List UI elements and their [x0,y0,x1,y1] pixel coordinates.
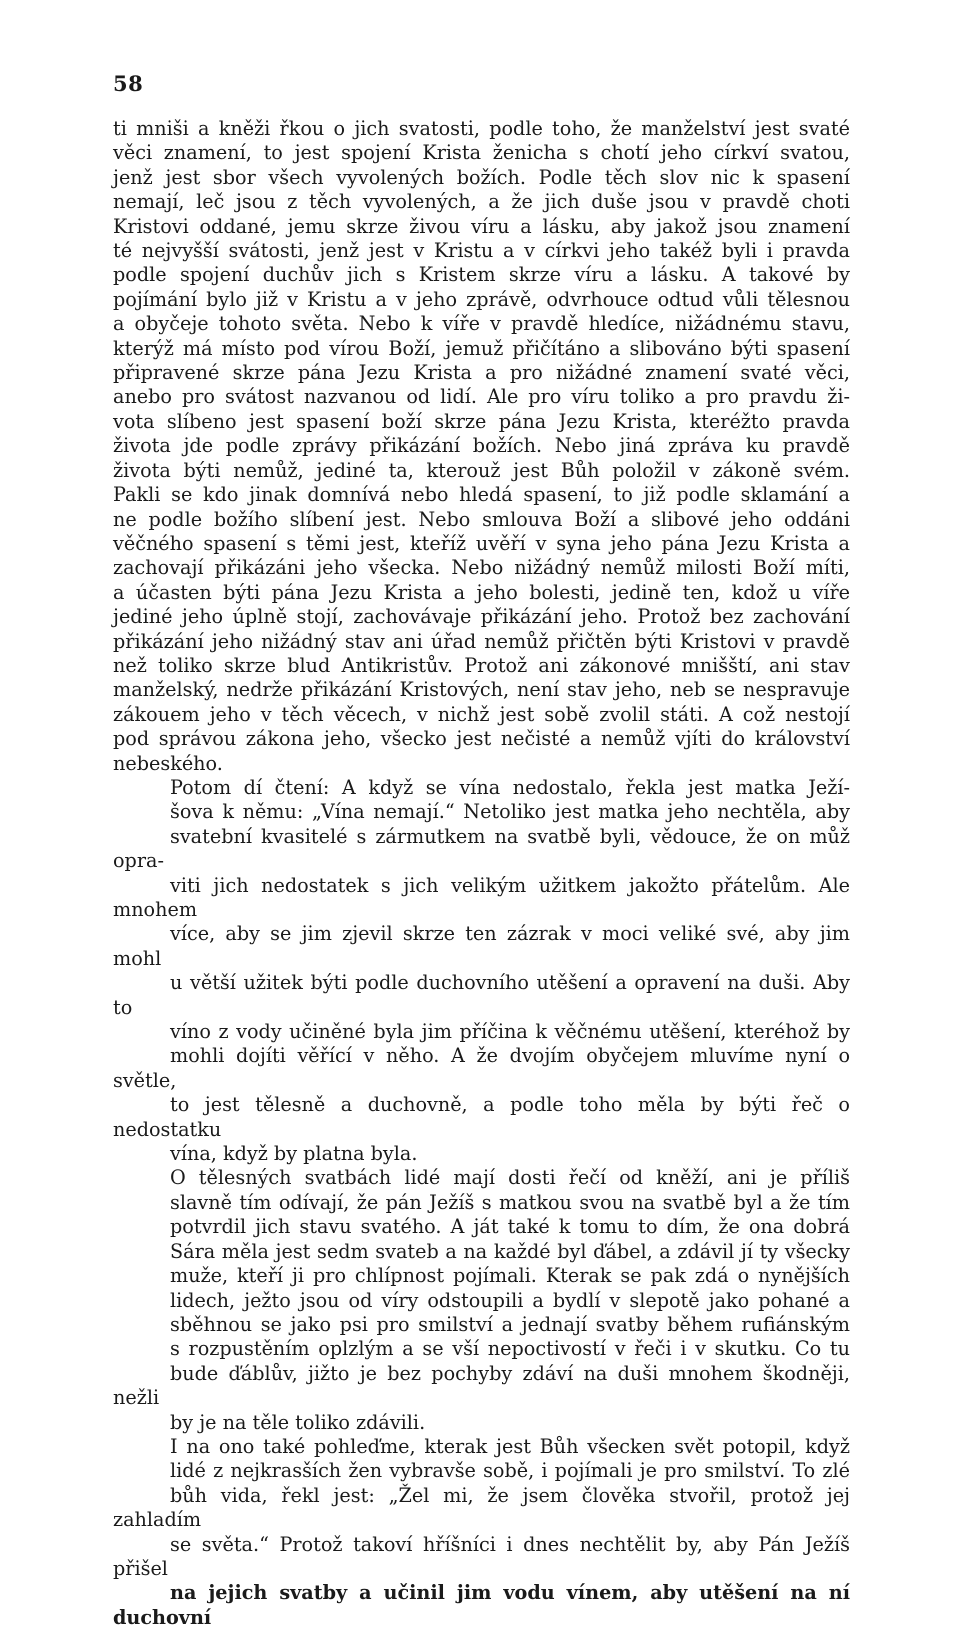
text-line: vota slíbeno jest spasení boží skrze pána Jezu Krista, kteréžto pravda [113,409,850,433]
text-line: ti mniši a kněži řkou o jich svatosti, podle toho, že manželství jest svaté [113,117,850,140]
text-line: O tělesných svatbách lidé mají dosti řečí od kněží, ani je příliš [170,1166,850,1190]
text-line: Kristovi oddané, jemu skrze živou víru a lásku, aby jakož jsou znamení [113,214,850,238]
text-line: bude ďáblův, jižto je bez pochyby zdáví na duši mnohem škodněji, nežli [113,1361,850,1410]
text-line: svatební kvasitelé s zármutkem na svatbě byli, vědouce, že on můž opra- [113,824,850,873]
text-line: pojímání bylo již v Kristu a v jeho zprávě, odvrhouce odtud vůli tělesnou [113,287,850,311]
text-line: bůh vida, řekl jest: „Žel mi, že jsem člověka stvořil, protož jej zahladím [113,1483,850,1532]
text-line: s rozpustěním oplzlým a se vší nepoctivostí v řeči i v skutku. Co tu [170,1337,850,1361]
text-line: Pakli se kdo jinak domnívá nebo hledá spasení, to již podle sklamání a [113,483,850,507]
text-line: nebeského. [113,751,223,775]
text-line: zákouem jeho v těch věcech, v nichž jest sobě zvolil státi. A což nestojí [113,702,850,726]
text-line: nemají, leč jsou z těch vyvolených, a že jich duše jsou v pravdě choti [113,190,850,214]
text-line: sběhnou se jako psi pro smilství a jednají svatby během rufiánským [170,1312,850,1336]
text-line: víno z vody učiněné byla jim příčina k věčnému utěšení, kteréhož by [170,1020,850,1044]
text-line: vína, když by platna byla. [170,1142,418,1166]
text-line: I na ono také pohleďme, kterak jest Bůh všecken svět potopil, když [170,1434,850,1458]
text-line: a obyčeje tohoto světa. Nebo k víře v pravdě hledíce, nižádnému stavu, [113,312,850,336]
text-line: a účasten býti pána Jezu Krista a jeho bolesti, jedině ten, kdož u víře [113,580,850,604]
text-line: jenž jest sbor všech vyvolených božích. Podle těch slov nic k spasení [113,165,850,189]
text-line: té nejvyšší svátosti, jenž jest v Kristu a v církvi jeho takéž byli i pravda [113,239,850,263]
text-line: to jest tělesně a duchovně, a podle toho měla by býti řeč o nedostatku [113,1093,850,1141]
text-line: šova k němu: „Vína nemají.“ Netoliko jest matka jeho nechtěla, aby [170,800,850,824]
text-line: než toliko skrze blud Antikristův. Protož ani zákonové mnišští, ani stav [113,653,850,677]
text-line: u větší užitek býti podle duchovního utěšení a opravení na duši. Aby to [113,971,850,1019]
text-line: lidech, ježto jsou od víry odstoupili a bydlí v slepotě jako pohané a [170,1288,850,1312]
text-line: podle spojení duchův jich s Kristem skrze víru a lásku. A takové by [113,263,850,287]
text-line: anebo pro svátost nazvanou od lidí. Ale pro víru toliko a pro pravdu ži- [113,385,850,409]
text-line: věčného spasení s těmi jest, kteříž uvěří v syna jeho pána Jezu Krista a [113,531,850,555]
text-line: věci znamení, to jest spojení Krista ženicha s chotí jeho církví svatou, [113,141,850,165]
page-number: 58 [113,71,144,96]
text-line: viti jich nedostatek s jich velikým užitkem jakožto přátelům. Ale mnohem [113,873,850,921]
text-column [113,117,850,1630]
text-line: muže, kteří ji pro chlípnost pojímali. Kterak se pak zdá o nynějších [170,1264,850,1288]
text-line: ne podle božího slíbení jest. Nebo smlouva Boží a slibové jeho oddáni [113,507,850,531]
text-line: slavně tím odívají, že pán Ježíš s matkou svou na svatbě byl a že tím [170,1190,850,1214]
text-line: mohli dojíti věřící v něho. A že dvojím obyčejem mluvíme nyní o světle, [113,1044,850,1092]
text-line: připravené skrze pána Jezu Krista a pro nižádné znamení svaté věci, [113,361,850,385]
paragraph [113,776,850,1167]
text-line: kterýž má místo pod vírou Boží, jemuž přičítáno a slibováno býti spasení [113,336,850,360]
paragraph [113,1435,850,1630]
text-line: manželský, nedrže přikázání Kristových, není stav jeho, neb se nespravuje [113,678,850,702]
text-line: lidé z nejkrasších žen vybravše sobě, i pojímali je pro smilství. To zlé [170,1459,850,1483]
text-line: Potom dí čtení: A když se vína nedostalo, řekla jest matka Ježí- [170,775,850,799]
text-line: pod správou zákona jeho, všecko jest nečisté a nemůž vjíti do království [113,727,850,751]
text-line: více, aby se jim zjevil skrze ten zázrak v moci veliké své, aby jim mohl [113,922,850,970]
paragraph [113,1166,850,1434]
text-line: přikázání jeho nižádný stav ani úřad nemůž přičtěn býti Kristovi v pravdě [113,629,850,653]
text-line: na jejich svatby a učinil jim vodu vínem, aby utěšení na ní duchovní [113,1581,850,1629]
text-line: by je na těle toliko zdávili. [170,1410,426,1434]
text-line: se světa.“ Protož takoví hříšníci i dnes nechtělit by, aby Pán Ježíš přišel [113,1532,850,1580]
paragraph [113,117,850,776]
text-line: Sára měla jest sedm svateb a na každé byl ďábel, a zdávil jí ty všecky [170,1239,850,1263]
text-line: zachovají přikázáni jeho všecka. Nebo nižádný nemůž milosti Boží míti, [113,556,850,580]
text-line: života jde podle zprávy přikázání božích. Nebo jiná zpráva ku pravdě [113,434,850,458]
text-line: života býti nemůž, jediné ta, kterouž jest Bůh položil v zákoně svém. [113,458,850,482]
text-line: potvrdil jich stavu svatého. A ját také k tomu to dím, že ona dobrá [170,1215,850,1239]
text-line: jediné jeho úplně stojí, zachovávaje přikázání jeho. Protož bez zachování [113,605,850,629]
